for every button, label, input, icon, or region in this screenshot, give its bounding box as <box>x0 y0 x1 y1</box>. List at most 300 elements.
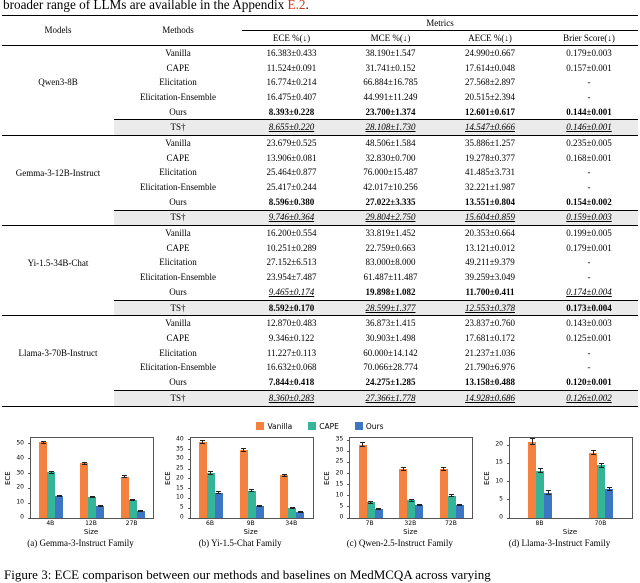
error-bar <box>132 499 133 501</box>
y-tick-mark <box>188 469 191 470</box>
y-tick-mark <box>188 508 191 509</box>
bar-ours <box>544 493 552 518</box>
metric-value: 20.515±2.394 <box>465 91 515 102</box>
method-name: Elicitation-Ensemble <box>140 362 216 373</box>
metric-value: 28.599±1.377 <box>341 300 440 316</box>
x-tick-label: 27B <box>125 520 138 527</box>
method-name: TS† <box>114 390 242 406</box>
metric-value: 42.017±10.256 <box>363 182 418 193</box>
metric-value: 38.190±1.547 <box>341 46 440 61</box>
y-tick-label: 20 <box>495 440 503 448</box>
method-name: CAPE <box>166 62 190 73</box>
metric-value: 41.485±3.731 <box>465 167 515 178</box>
bar-cape <box>536 471 544 518</box>
y-tick-mark <box>28 443 31 444</box>
x-tick-label: 6B <box>206 520 214 527</box>
table-header <box>2 16 638 46</box>
error-bar <box>300 511 301 513</box>
empty-cell <box>2 120 114 136</box>
x-tick-label: 32B <box>404 520 417 527</box>
model-name: Yi-1.5-34B-Chat <box>2 226 114 300</box>
bar-ours <box>55 496 63 518</box>
metric-column-header: AECE %(↓) <box>440 31 540 46</box>
method-name: Elicitation <box>159 257 197 268</box>
bar-vanilla <box>528 442 536 518</box>
y-tick-mark <box>188 518 191 519</box>
error-bar <box>403 467 404 471</box>
error-bar <box>593 450 594 456</box>
method-name: Ours <box>169 106 187 117</box>
method-name: Elicitation-Ensemble <box>140 272 216 283</box>
metric-value: - <box>587 272 591 283</box>
bar-vanilla <box>199 442 207 518</box>
metric-value: 13.121±0.012 <box>465 242 515 253</box>
y-tick-mark <box>347 484 350 485</box>
x-tick-label: 8B <box>535 520 544 527</box>
model-name: Gemma-3-12B-Instruct <box>2 136 114 210</box>
y-axis-label: ECE <box>482 471 491 485</box>
figure-3 <box>0 420 640 555</box>
y-tick-label: 20 <box>335 469 344 477</box>
x-axis-ticks <box>190 520 312 528</box>
metric-value: 16.383±0.433 <box>242 46 341 61</box>
metric-value: 27.022±3.335 <box>365 196 416 207</box>
metric-value: 27.366±1.778 <box>341 390 440 406</box>
metric-value: - <box>587 257 591 268</box>
bar-cape <box>288 508 296 518</box>
y-tick-mark <box>347 462 350 463</box>
y-tick-mark <box>347 451 350 452</box>
empty-cell <box>2 300 114 316</box>
y-tick-label: 40 <box>16 454 24 462</box>
method-name: CAPE <box>166 152 190 163</box>
method-name: Elicitation-Ensemble <box>140 182 216 193</box>
y-tick-mark <box>347 440 350 441</box>
x-axis-label: Size <box>403 528 418 536</box>
empty-cell <box>2 390 114 406</box>
metric-value: 39.259±3.049 <box>465 272 515 283</box>
y-axis-label: ECE <box>4 471 12 485</box>
y-tick-mark <box>347 506 350 507</box>
metric-value: - <box>587 182 591 193</box>
y-tick-mark <box>188 439 191 440</box>
y-tick-label: 5 <box>499 495 503 503</box>
metric-value: 14.928±0.686 <box>440 390 540 406</box>
metric-value: 24.275±1.285 <box>365 376 416 387</box>
y-axis-label: ECE <box>323 471 332 485</box>
x-tick-label: 7B <box>365 520 374 527</box>
x-axis-label: Size <box>83 528 99 536</box>
body-text-fragment: . <box>305 0 309 12</box>
y-tick-mark <box>28 503 31 504</box>
legend-swatch <box>308 422 316 430</box>
chart-caption: (d) Llama-3-Instruct Family <box>508 538 611 548</box>
metric-value: 0.174±0.004 <box>566 286 612 297</box>
metric-value: 24.990±0.667 <box>440 46 540 61</box>
x-tick-label: 34B <box>285 520 298 527</box>
y-tick-label: 10 <box>16 498 24 506</box>
bar-ours <box>415 505 423 518</box>
metric-value: 0.235±0.005 <box>540 136 638 151</box>
metric-value: 0.173±0.004 <box>540 300 638 316</box>
bar-cape <box>248 491 256 518</box>
metric-value: 61.487±11.487 <box>363 272 418 283</box>
metric-value: - <box>587 77 591 88</box>
error-bar <box>251 489 252 492</box>
metric-value: 23.837±0.760 <box>440 316 540 331</box>
chart-caption: (c) Qwen-2.5-Instruct Family <box>346 538 453 548</box>
error-bar <box>540 468 541 473</box>
error-bar <box>459 504 460 506</box>
y-tick-label: 15 <box>176 484 184 492</box>
method-name: Vanilla <box>114 226 242 241</box>
metric-value: 0.146±0.001 <box>540 120 638 136</box>
legend-item <box>256 422 292 431</box>
x-axis-ticks <box>349 520 471 528</box>
table-row <box>2 226 638 241</box>
metric-column-header: MCE %(↓) <box>341 31 440 46</box>
table-row-ts <box>2 120 638 136</box>
col-header-metrics: Metrics <box>242 16 638 31</box>
bar-ours <box>137 511 145 518</box>
bar-vanilla <box>39 442 47 518</box>
error-bar <box>532 438 533 445</box>
y-tick-label: 30 <box>335 446 344 454</box>
bar-ours <box>456 505 464 518</box>
body-text-line <box>3 0 309 13</box>
bar-cape <box>407 500 415 518</box>
chart-c-qwen-family <box>321 435 478 555</box>
y-tick-label: 5 <box>179 503 184 511</box>
metric-value: 16.774±0.214 <box>266 77 317 88</box>
metric-value: 32.221±1.987 <box>465 182 515 193</box>
method-name: CAPE <box>166 332 190 343</box>
chart-caption: (a) Gemma-3-Instruct Family <box>27 538 134 548</box>
metric-value: 0.157±0.001 <box>566 62 612 73</box>
legend-swatch <box>355 422 363 430</box>
chart-legend <box>0 420 640 432</box>
bar-vanilla <box>80 463 88 518</box>
error-bar <box>284 474 285 477</box>
y-tick-label: 15 <box>495 458 503 466</box>
y-tick-label: 50 <box>16 439 24 447</box>
method-name: Elicitation <box>159 167 197 178</box>
y-tick-label: 15 <box>335 480 344 488</box>
error-bar <box>124 475 125 478</box>
metric-value: 9.746±0.364 <box>242 210 341 226</box>
bar-ours <box>375 509 383 518</box>
metric-value: 13.551±0.804 <box>465 196 515 207</box>
plot-area <box>509 437 633 519</box>
metric-value: 8.596±0.380 <box>268 196 315 207</box>
legend-label: Ours <box>365 421 384 431</box>
x-tick-label: 72B <box>445 520 457 527</box>
bar-vanilla <box>440 469 448 518</box>
method-name: Ours <box>169 196 187 207</box>
method-name: Ours <box>169 286 187 297</box>
metric-value: 32.830±0.700 <box>365 152 416 163</box>
metric-value: 0.125±0.001 <box>566 332 612 343</box>
metric-value: - <box>587 347 591 358</box>
metric-value: 11.700±0.411 <box>465 286 515 297</box>
error-bar <box>59 495 60 497</box>
metric-value: 22.759±0.663 <box>365 242 416 253</box>
y-tick-mark <box>188 488 191 489</box>
error-bar <box>259 505 260 507</box>
bar-ours <box>96 506 104 518</box>
y-tick-label: 10 <box>176 493 184 501</box>
x-axis-ticks <box>509 520 631 528</box>
y-tick-label: 25 <box>335 457 344 465</box>
metric-value: 11.227±0.113 <box>266 347 317 358</box>
y-tick-label: 35 <box>176 445 184 453</box>
method-name: Elicitation-Ensemble <box>140 91 216 102</box>
metric-column-header: ECE %(↓) <box>242 31 341 46</box>
y-tick-label: 0 <box>20 513 24 521</box>
x-tick-label: 9B <box>246 520 255 527</box>
table-row-ts <box>2 390 638 406</box>
method-name: TS† <box>114 300 242 316</box>
error-bar <box>92 496 93 498</box>
y-tick-mark <box>28 473 31 474</box>
metric-value: 76.000±15.487 <box>363 167 418 178</box>
metric-value: - <box>587 362 591 373</box>
y-tick-label: 20 <box>16 483 24 491</box>
model-group <box>2 46 638 136</box>
method-name: CAPE <box>166 242 190 253</box>
metric-value: 29.804±2.750 <box>341 210 440 226</box>
metric-value: 8.393±0.228 <box>268 106 315 117</box>
model-group <box>2 316 638 406</box>
y-tick-label: 35 <box>335 435 344 443</box>
error-bar <box>601 463 602 468</box>
y-tick-label: 25 <box>176 464 184 472</box>
metric-value: 23.700±1.374 <box>365 106 416 117</box>
plot-area <box>190 437 314 519</box>
metric-value: 25.417±0.244 <box>266 182 317 193</box>
bar-cape <box>88 497 96 518</box>
metric-value: 13.906±0.081 <box>266 152 317 163</box>
method-name: Vanilla <box>114 316 242 331</box>
metric-value: - <box>587 91 591 102</box>
error-bar <box>100 505 101 507</box>
error-bar <box>140 510 141 512</box>
chart-d-llama-family <box>481 435 638 555</box>
metric-value: 36.873±1.415 <box>341 316 440 331</box>
metric-value: 8.655±0.220 <box>242 120 341 136</box>
y-tick-mark <box>28 458 31 459</box>
col-header-methods: Methods <box>114 16 242 46</box>
x-tick-label: 12B <box>85 520 97 527</box>
method-name: Vanilla <box>114 136 242 151</box>
error-bar <box>609 487 610 491</box>
error-bar <box>292 507 293 509</box>
bar-cape <box>597 465 605 518</box>
bar-cape <box>47 472 55 518</box>
metric-value: 70.066±28.774 <box>363 362 418 373</box>
metric-value: 0.120±0.001 <box>566 376 612 387</box>
metric-value: 25.464±0.877 <box>266 167 317 178</box>
body-text-fragment: broader range of LLMs are available in the Appendix <box>3 0 288 12</box>
method-name: Vanilla <box>114 46 242 61</box>
method-name: Ours <box>169 376 187 387</box>
error-bar <box>84 462 85 465</box>
model-group <box>2 136 638 226</box>
metric-value: 10.251±0.289 <box>266 242 317 253</box>
error-bar <box>243 448 244 452</box>
metric-value: 28.108±1.730 <box>341 120 440 136</box>
bar-ours <box>256 506 264 518</box>
error-bar <box>411 499 412 502</box>
y-tick-mark <box>347 495 350 496</box>
metric-value: - <box>587 167 591 178</box>
metric-value: 30.903±1.498 <box>365 332 416 343</box>
y-tick-label: 0 <box>179 513 184 521</box>
error-bar <box>378 508 379 510</box>
method-name: Elicitation <box>159 347 197 358</box>
error-bar <box>370 501 371 504</box>
metric-value: 9.346±0.122 <box>268 332 315 343</box>
y-tick-mark <box>188 498 191 499</box>
plot-area <box>349 437 473 519</box>
y-tick-label: 0 <box>499 513 503 521</box>
y-axis-label: ECE <box>163 471 172 485</box>
metric-value: 0.179±0.001 <box>566 242 612 253</box>
metric-value: 20.353±0.664 <box>440 226 540 241</box>
table-row <box>2 136 638 151</box>
model-name: Llama-3-70B-Instruct <box>2 316 114 390</box>
y-axis-ticks <box>2 437 26 521</box>
metric-value: 16.632±0.068 <box>266 362 317 373</box>
bar-ours <box>215 493 223 518</box>
metric-value: 27.152±6.513 <box>266 257 317 268</box>
model-name: Qwen3-8B <box>2 46 114 120</box>
metric-value: 33.819±1.452 <box>341 226 440 241</box>
metric-value: 16.200±0.554 <box>242 226 341 241</box>
metric-value: 12.601±0.617 <box>465 106 515 117</box>
metric-value: 0.199±0.005 <box>540 226 638 241</box>
y-tick-label: 5 <box>339 502 344 510</box>
metric-value: 7.844±0.418 <box>268 376 315 387</box>
figure-caption: Figure 3: ECE comparison between our methods and baselines on MedMCQA across varying <box>4 567 491 582</box>
metric-value: 48.506±1.584 <box>341 136 440 151</box>
y-axis-ticks <box>162 435 186 521</box>
legend-swatch <box>256 422 264 430</box>
y-tick-label: 40 <box>176 435 184 443</box>
legend-label: CAPE <box>319 421 339 431</box>
empty-cell <box>2 210 114 226</box>
legend-item <box>308 422 339 431</box>
metric-value: 0.144±0.001 <box>566 106 612 117</box>
metric-value: 35.886±1.257 <box>440 136 540 151</box>
chart-a-gemma-family <box>2 435 159 555</box>
metric-column-header: Brier Score(↓) <box>540 31 638 46</box>
appendix-link[interactable]: E.2 <box>287 0 306 12</box>
bar-cape <box>448 496 456 518</box>
y-tick-label: 30 <box>176 454 184 462</box>
x-axis-ticks <box>30 520 152 528</box>
y-tick-mark <box>347 518 350 519</box>
error-bar <box>51 471 52 474</box>
metric-value: 23.679±0.525 <box>242 136 341 151</box>
y-tick-mark <box>28 488 31 489</box>
y-axis-ticks <box>481 437 505 521</box>
metric-value: 15.604±0.859 <box>440 210 540 226</box>
metric-value: 0.179±0.003 <box>540 46 638 61</box>
bar-vanilla <box>240 450 248 518</box>
bar-vanilla <box>359 445 367 518</box>
legend-label: Vanilla <box>267 421 293 431</box>
metric-value: 44.991±11.249 <box>363 91 418 102</box>
y-tick-mark <box>507 499 510 500</box>
metric-value: 12.870±0.483 <box>242 316 341 331</box>
y-tick-mark <box>28 518 31 519</box>
method-name: TS† <box>114 120 242 136</box>
error-bar <box>362 442 363 447</box>
metric-value: 0.143±0.003 <box>540 316 638 331</box>
col-header-models: Models <box>2 16 114 46</box>
metric-value: 19.278±0.377 <box>465 152 515 163</box>
method-name: Elicitation <box>159 77 197 88</box>
y-tick-mark <box>507 445 510 446</box>
error-bar <box>43 441 44 445</box>
y-tick-label: 0 <box>339 513 344 521</box>
metric-value: 9.465±0.174 <box>268 286 315 297</box>
x-tick-label: 70B <box>594 520 607 527</box>
legend-item <box>355 422 384 431</box>
table-row-ts <box>2 300 638 316</box>
chart-caption: (b) Yi-1.5-Chat Family <box>198 538 282 548</box>
error-bar <box>443 467 444 471</box>
bar-ours <box>605 489 613 518</box>
table-row <box>2 46 638 61</box>
x-axis-label: Size <box>243 528 258 536</box>
method-name: TS† <box>114 210 242 226</box>
y-axis-ticks <box>321 435 345 521</box>
error-bar <box>419 504 420 506</box>
metric-value: 23.954±7.487 <box>266 272 317 283</box>
x-axis-label: Size <box>562 528 578 536</box>
metric-value: 19.898±1.082 <box>365 286 416 297</box>
y-tick-mark <box>188 459 191 460</box>
metric-value: 0.126±0.002 <box>540 390 638 406</box>
error-bar <box>548 490 549 494</box>
metric-value: 21.237±1.036 <box>465 347 515 358</box>
metric-value: 0.159±0.003 <box>540 210 638 226</box>
metric-value: 14.547±0.666 <box>440 120 540 136</box>
bar-cape <box>367 502 375 518</box>
y-tick-label: 20 <box>176 474 184 482</box>
metric-value: 12.553±0.378 <box>440 300 540 316</box>
metric-value: 31.741±0.152 <box>365 62 416 73</box>
y-tick-label: 10 <box>495 477 503 485</box>
metric-value: 60.000±14.142 <box>363 347 418 358</box>
y-tick-mark <box>347 473 350 474</box>
y-tick-mark <box>507 518 510 519</box>
metric-value: 11.524±0.091 <box>266 62 317 73</box>
error-bar <box>210 471 211 475</box>
bar-cape <box>129 500 137 518</box>
y-tick-label: 10 <box>335 491 344 499</box>
y-tick-mark <box>188 449 191 450</box>
error-bar <box>218 491 219 494</box>
results-table <box>2 15 638 407</box>
model-group <box>2 226 638 316</box>
metric-value: 13.158±0.488 <box>465 376 515 387</box>
plot-area <box>30 437 154 519</box>
metric-value: 66.884±16.785 <box>363 77 418 88</box>
bar-vanilla <box>589 453 597 518</box>
